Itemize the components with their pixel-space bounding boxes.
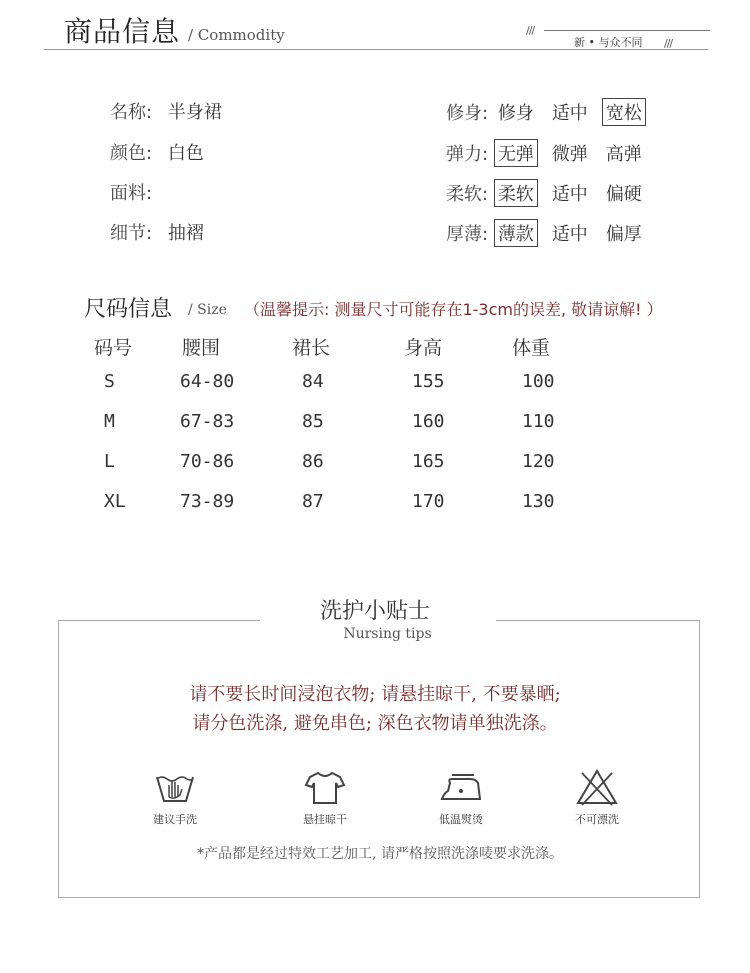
fit-option-selected: 宽松 <box>602 98 646 126</box>
attr-color-label: 颜色: <box>110 143 153 164</box>
table-cell: 160 <box>412 411 445 432</box>
section-title-size: 尺码信息 <box>84 297 173 322</box>
attr-fit <box>446 98 656 126</box>
brand-tag: 新 • 与众不同 <box>574 36 643 49</box>
table-cell: 130 <box>522 491 555 512</box>
low-iron-label: 低温熨烫 <box>439 813 483 826</box>
fit-option: 修身 <box>497 103 534 124</box>
hand-wash-icon <box>152 767 198 807</box>
attr-name-value: 半身裙 <box>167 102 222 123</box>
size-note: （温馨提示: 测量尺寸可能存在1-3cm的误差, 敬请谅解! ） <box>244 300 663 319</box>
size-header: 腰围 <box>182 337 221 359</box>
thickness-option: 偏厚 <box>605 224 642 245</box>
table-cell: 64-80 <box>180 371 235 392</box>
attr-color <box>110 139 204 165</box>
thickness-option-selected: 薄款 <box>494 219 538 247</box>
attr-detail-value: 抽褶 <box>167 223 204 244</box>
hand-wash-label: 建议手洗 <box>153 813 197 826</box>
hang-dry-label: 悬挂晾干 <box>303 813 347 826</box>
attr-softness-label: 柔软: <box>446 184 489 205</box>
table-cell: 165 <box>412 451 445 472</box>
attr-softness <box>446 179 656 207</box>
nursing-line-2: 请分色洗涤, 避免串色; 深色衣物请单独洗涤。 <box>192 713 558 734</box>
table-cell: 85 <box>302 411 324 432</box>
attr-elastic-label: 弹力: <box>446 144 489 165</box>
attr-name <box>110 98 222 124</box>
decor-line <box>544 30 710 31</box>
thickness-option: 适中 <box>551 224 588 245</box>
nursing-footer: *产品都是经过特效工艺加工, 请严格按照洗涤唛要求洗涤。 <box>197 846 563 862</box>
size-header: 身高 <box>404 337 443 359</box>
table-cell: 110 <box>522 411 555 432</box>
elastic-option-selected: 无弹 <box>494 139 538 167</box>
attr-name-label: 名称: <box>110 102 153 123</box>
section-subtitle-commodity: / Commodity <box>188 26 285 44</box>
attr-detail-label: 细节: <box>110 223 153 244</box>
no-bleach-icon <box>574 767 620 807</box>
decor-slashes-left: /// <box>526 24 535 37</box>
table-cell: 87 <box>302 491 324 512</box>
attr-color-value: 白色 <box>167 143 204 164</box>
softness-option-selected: 柔软 <box>494 179 538 207</box>
decor-slashes-right: /// <box>664 37 673 50</box>
low-iron-icon <box>438 767 484 807</box>
section-title-commodity: 商品信息 <box>64 15 181 48</box>
table-cell: 86 <box>302 451 324 472</box>
attr-fabric-label: 面料: <box>110 183 153 204</box>
table-cell: 120 <box>522 451 555 472</box>
hang-dry-icon <box>302 767 348 807</box>
table-cell: 67-83 <box>180 411 235 432</box>
table-cell: 70-86 <box>180 451 235 472</box>
attr-thickness-label: 厚薄: <box>446 224 489 245</box>
table-cell: 84 <box>302 371 324 392</box>
softness-option: 偏硬 <box>605 184 642 205</box>
nursing-title: 洗护小贴士 <box>319 599 430 624</box>
table-cell: S <box>104 371 115 392</box>
nursing-line-1: 请不要长时间浸泡衣物; 请悬挂晾干, 不要暴晒; <box>189 684 561 705</box>
table-cell: 73-89 <box>180 491 235 512</box>
no-bleach-label: 不可漂洗 <box>575 813 619 826</box>
attr-elastic <box>446 139 656 167</box>
size-header: 码号 <box>94 337 133 359</box>
table-cell: M <box>104 411 115 432</box>
table-cell: 155 <box>412 371 445 392</box>
attr-thickness <box>446 219 656 247</box>
nursing-subtitle: Nursing tips <box>343 626 432 642</box>
softness-option: 适中 <box>551 184 588 205</box>
table-cell: 170 <box>412 491 445 512</box>
section-subtitle-size: / Size <box>188 302 227 318</box>
elastic-option: 高弹 <box>605 144 642 165</box>
fit-option: 适中 <box>551 103 588 124</box>
size-header: 体重 <box>512 337 551 359</box>
attr-fabric <box>110 179 162 205</box>
size-header: 裙长 <box>292 337 331 359</box>
attr-detail <box>110 219 204 245</box>
elastic-option: 微弹 <box>551 144 588 165</box>
table-cell: 100 <box>522 371 555 392</box>
table-cell: L <box>104 451 115 472</box>
attr-fit-label: 修身: <box>446 103 489 124</box>
table-cell: XL <box>104 491 126 512</box>
